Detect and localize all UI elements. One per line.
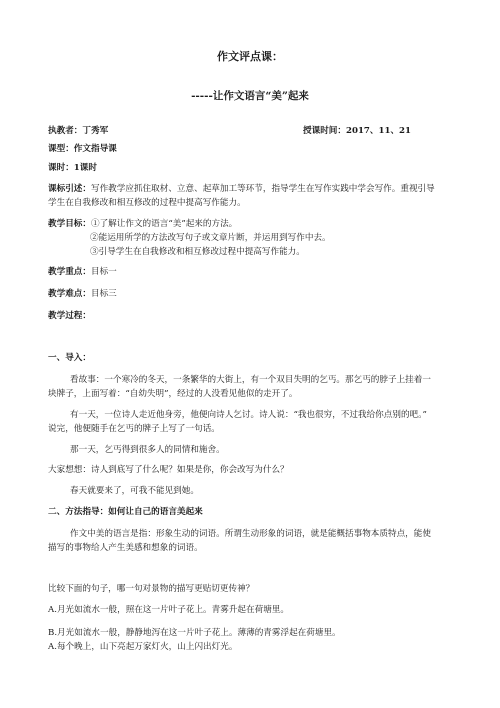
compare-option-a2: A.每个晚上，山下亮起万家灯火，山上闪出灯光。	[48, 642, 238, 652]
compare-option-a1: A.月光如流水一般，照在这一片叶子花上。青雾升起在荷塘里。	[48, 605, 289, 615]
intro-text-1: 写作教学应抓住取材、立意、起草加工等环节，指导学生在写作实践中学会写作。重视引导	[90, 184, 435, 194]
time-label: 授课时间：	[303, 126, 346, 136]
teacher-row	[48, 125, 108, 137]
page-subtitle: -----让作文语言“美”起来	[191, 90, 309, 102]
section1-para1-line1: 看故事：一个寒冷的冬天，一条繁华的大街上，有一个双目失明的乞丐。那乞丐的脖子上挂着一	[70, 375, 431, 385]
intro-line-1	[48, 183, 435, 195]
time-row	[303, 125, 411, 137]
section2-para1-line1: 作文中美的语言是指：形象生动的词语。所谓生动形象的词语，就是能概括事物本质特点，能使	[70, 529, 431, 539]
page-title: 作文评点课：	[217, 50, 283, 63]
section1-para2-line2: 说完，他便随手在乞丐的牌子上写了一句话。	[48, 424, 220, 434]
section1-para1-line2: 块牌子，上面写着：“自幼失明”，经过的人没看见他似的走开了。	[48, 389, 298, 399]
section1-para3: 那一天，乞丐得到很多人的同情和施舍。	[70, 445, 225, 455]
goal-item-1: ①了解让作文的语言“美”起来的方法。	[90, 219, 238, 229]
key-point-row	[48, 266, 117, 278]
section1-para5: 春天就要来了，可我不能见到她。	[70, 486, 199, 496]
difficulty-label: 教学难点：	[48, 289, 91, 299]
time-value: 2017、11、21	[345, 126, 412, 136]
lesson-hours: 课时：1课时	[48, 163, 97, 173]
goals-label: 教学目标：	[48, 219, 91, 229]
intro-label: 课标引述：	[48, 184, 91, 194]
goal-item-3: ③引导学生在自我修改和相互修改过程中提高写作能力。	[90, 247, 305, 257]
section1-para4: 大家想想：诗人到底写了什么呢？如果是你，你会改写为什么？	[48, 465, 289, 475]
compare-question: 比较下面的句子，哪一句对景物的描写更贴切更传神？	[48, 584, 255, 594]
compare-option-b1: B.月光如流水一般，静静地泻在这一片叶子花上。薄薄的青雾浮起在荷塘里。	[48, 628, 341, 638]
process-label: 教学过程：	[48, 311, 91, 321]
difficulty-value: 目标三	[90, 289, 117, 299]
difficulty-row	[48, 288, 117, 300]
section2-para1-line2: 描写的事物给人产生美感和想象的词语。	[48, 543, 203, 553]
key-point-value: 目标一	[90, 267, 117, 277]
key-point-label: 教学重点：	[48, 267, 91, 277]
section1-heading: 一、导入：	[48, 353, 91, 363]
lesson-type: 课型：作文指导课	[48, 144, 117, 154]
section1-para2-line1: 有一天，一位诗人走近他身旁，他便向诗人乞讨。诗人说：“我也很穷，不过我给你点别的吧。”	[70, 410, 427, 420]
goals-line-1	[48, 218, 237, 230]
goal-item-2: ②能运用所学的方法改写句子或文章片断，并运用到写作中去。	[90, 233, 331, 243]
teacher-label: 执教者：	[48, 126, 83, 136]
teacher-name: 丁秀军	[82, 126, 109, 136]
intro-line-2: 学生在自我修改和相互修改的过程中提高写作能力。	[48, 198, 246, 208]
section2-heading: 二、方法指导：如何让自己的语言美起来	[48, 507, 203, 517]
